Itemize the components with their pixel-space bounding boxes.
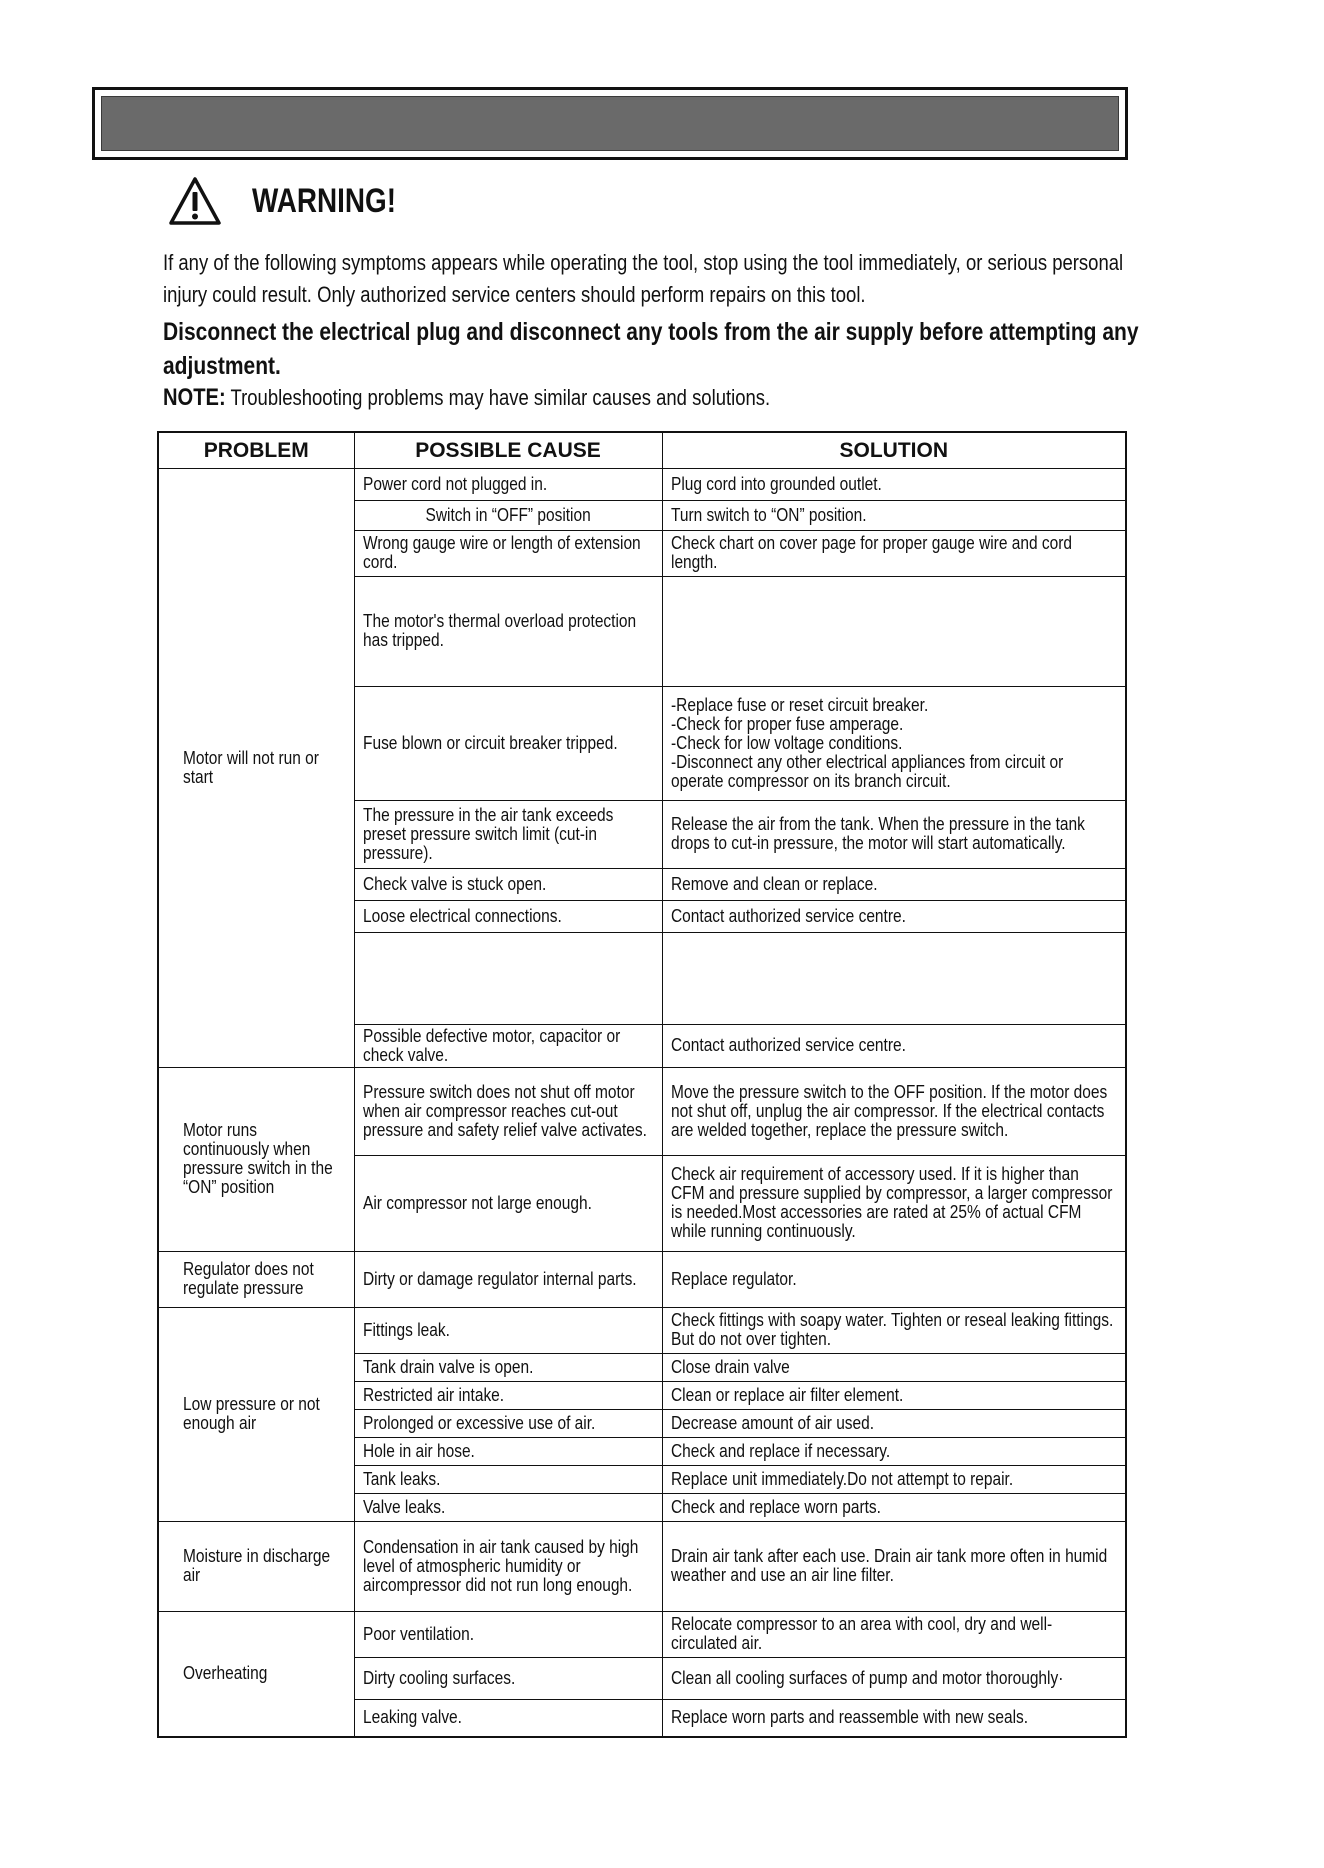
cause-cell (354, 1437, 662, 1465)
solution-text: Replace worn parts and reassemble with new seals. (670, 1707, 1028, 1728)
solution-cell (662, 1657, 1126, 1699)
solution-cell (662, 1024, 1126, 1067)
solution-text: Remove and clean or replace. (670, 873, 878, 894)
cause-text: Fittings leak. (362, 1319, 450, 1340)
solution-text: Clean or replace air filter element. (670, 1384, 903, 1405)
solution-cell (662, 1409, 1126, 1437)
solution-cell (662, 1155, 1126, 1251)
note-label: NOTE: (163, 384, 226, 411)
table-row (158, 468, 1126, 500)
troubleshooting-table (157, 431, 1127, 1738)
solution-text: Contact authorized service centre. (670, 1035, 906, 1055)
solution-text: Close drain valve (670, 1356, 790, 1377)
cause-cell (354, 1155, 662, 1251)
solution-text: -Replace fuse or reset circuit breaker. -Check for proper fuse amperage. -Check for low voltage conditions. -Disconnect any other electrical appliances from circuit or operate compressor on its branch circuit. (670, 694, 1063, 791)
cause-text: Restricted air intake. (362, 1384, 504, 1405)
problem-text: Low pressure or not enough air (183, 1394, 320, 1433)
problem-cell (158, 468, 354, 1067)
cause-cell (354, 868, 662, 900)
solution-cell (662, 1437, 1126, 1465)
header-possible-cause: POSSIBLE CAUSE (354, 432, 662, 468)
solution-cell (662, 800, 1126, 868)
cause-cell (354, 932, 662, 1024)
cause-text: Tank leaks. (362, 1468, 440, 1489)
cause-text: Tank drain valve is open. (362, 1356, 533, 1377)
cause-cell (354, 1493, 662, 1521)
cause-cell (354, 468, 662, 500)
cause-text: Dirty or damage regulator internal parts. (362, 1268, 637, 1289)
cause-cell (354, 1657, 662, 1699)
cause-cell (354, 1251, 662, 1307)
cause-text: Valve leaks. (362, 1496, 445, 1517)
header-problem: PROBLEM (158, 432, 354, 468)
cause-text: The motor's thermal overload protection has tripped. (362, 611, 636, 650)
solution-cell (662, 530, 1126, 576)
section-title-frame (92, 87, 1128, 160)
cause-text: Possible defective motor, capacitor or check valve. (362, 1025, 620, 1065)
warning-header (168, 170, 428, 232)
cause-cell (354, 1381, 662, 1409)
table-row (158, 1251, 1126, 1307)
problem-text: Motor will not run or start (183, 747, 319, 787)
solution-text: Check fittings with soapy water. Tighten or reseal leaking fittings. But do not over tighten. (670, 1310, 1113, 1349)
cause-text: Power cord not plugged in. (362, 473, 547, 494)
cause-text: Air compressor not large enough. (362, 1192, 592, 1213)
solution-text: Turn switch to “ON” position. (670, 504, 867, 525)
problem-text: Overheating (183, 1663, 268, 1684)
solution-cell (662, 868, 1126, 900)
cause-cell (354, 1465, 662, 1493)
solution-cell (662, 900, 1126, 932)
solution-cell (662, 1611, 1126, 1657)
solution-cell (662, 932, 1126, 1024)
cause-cell (354, 1024, 662, 1067)
solution-text: Check and replace if necessary. (670, 1440, 890, 1461)
problem-cell (158, 1251, 354, 1307)
cause-cell (354, 1307, 662, 1353)
solution-text: Relocate compressor to an area with cool, dry and well-circulated air. (670, 1614, 1052, 1653)
cause-text: Switch in “OFF” position (425, 504, 591, 525)
cause-cell (354, 1409, 662, 1437)
cause-cell (354, 530, 662, 576)
problem-text: Moisture in discharge air (183, 1546, 331, 1585)
solution-text: Clean all cooling surfaces of pump and motor thoroughly· (670, 1667, 1063, 1688)
table-row (158, 1307, 1126, 1353)
solution-text: Move the pressure switch to the OFF position. If the motor does not shut off, unplug the air compressor. If the electrical contacts are welded together, replace the pressure switch. (670, 1081, 1107, 1140)
solution-cell (662, 1381, 1126, 1409)
note-text: Troubleshooting problems may have similar causes and solutions. (230, 385, 771, 410)
solution-text: Drain air tank after each use. Drain air tank more often in humid weather and use an air line filter. (670, 1546, 1107, 1585)
cause-text: Fuse blown or circuit breaker tripped. (362, 732, 618, 753)
solution-cell (662, 500, 1126, 530)
cause-text: Pressure switch does not shut off motor when air compressor reaches cut-out pressure and safety relief valve activates. (362, 1081, 647, 1140)
cause-text: Wrong gauge wire or length of extension cord. (362, 533, 641, 572)
solution-cell (662, 468, 1126, 500)
cause-text: Check valve is stuck open. (362, 873, 546, 894)
solution-text: Check chart on cover page for proper gauge wire and cord length. (670, 533, 1072, 572)
header-solution: SOLUTION (662, 432, 1126, 468)
cause-text: Leaking valve. (362, 1707, 462, 1728)
solution-text: Check air requirement of accessory used. If it is higher than CFM and pressure supplied by compressor, a larger compressor is needed.Most accessories are rated at 25% of actual CFM while running continuously. (670, 1164, 1112, 1241)
cause-cell (354, 576, 662, 686)
solution-text: Check and replace worn parts. (670, 1496, 881, 1517)
cause-cell (354, 1699, 662, 1737)
solution-cell (662, 1465, 1126, 1493)
note (163, 383, 1163, 413)
problem-cell (158, 1611, 354, 1737)
solution-cell (662, 1307, 1126, 1353)
solution-cell (662, 1699, 1126, 1737)
cause-cell (354, 500, 662, 530)
solution-cell (662, 1353, 1126, 1381)
solution-cell (662, 1067, 1126, 1155)
problem-cell (158, 1521, 354, 1611)
warning-text: If any of the following symptoms appears while operating the tool, stop using the tool immediately, or serious personal injury could result. Only authorized service centers should perform repairs on this tool. (163, 250, 1124, 307)
solution-text: Replace unit immediately.Do not attempt to repair. (670, 1468, 1013, 1489)
problem-text: Regulator does not regulate pressure (183, 1259, 314, 1298)
warning-title: WARNING! (252, 181, 397, 220)
cause-text: Prolonged or excessive use of air. (362, 1412, 595, 1433)
cause-cell (354, 900, 662, 932)
table-row (158, 1521, 1126, 1611)
problem-cell (158, 1307, 354, 1521)
warning-triangle-icon (168, 176, 222, 226)
table-row (158, 1067, 1126, 1155)
solution-cell (662, 576, 1126, 686)
table-header-row (158, 432, 1126, 468)
cause-text: The pressure in the air tank exceeds preset pressure switch limit (cut-in pressure). (362, 804, 613, 863)
solution-text: Decrease amount of air used. (670, 1412, 874, 1433)
cause-text: Loose electrical connections. (362, 905, 562, 926)
solution-text: Contact authorized service centre. (670, 905, 906, 926)
problem-cell (158, 1067, 354, 1251)
solution-cell (662, 686, 1126, 800)
disconnect-instruction: Disconnect the electrical plug and disconnect any tools from the air supply before attempting any adjustment. (163, 318, 1139, 380)
cause-text: Poor ventilation. (362, 1623, 474, 1644)
cause-cell (354, 686, 662, 800)
solution-text: Replace regulator. (670, 1268, 797, 1289)
cause-text: Dirty cooling surfaces. (362, 1667, 515, 1688)
cause-cell (354, 1353, 662, 1381)
cause-text: Hole in air hose. (362, 1440, 475, 1461)
cause-text: Condensation in air tank caused by high level of atmospheric humidity or aircompressor did not run long enough. (362, 1536, 638, 1595)
cause-cell (354, 1611, 662, 1657)
cause-cell (354, 1521, 662, 1611)
solution-text: Plug cord into grounded outlet. (670, 473, 882, 494)
solution-cell (662, 1521, 1126, 1611)
solution-cell (662, 1493, 1126, 1521)
section-title-bar (101, 96, 1119, 151)
solution-cell (662, 1251, 1126, 1307)
table-row (158, 1611, 1126, 1657)
problem-text: Motor runs continuously when pressure switch in the “ON” position (183, 1120, 333, 1197)
cause-cell (354, 1067, 662, 1155)
cause-cell (354, 800, 662, 868)
solution-text: Release the air from the tank. When the pressure in the tank drops to cut-in pressure, the motor will start automatically. (670, 814, 1085, 853)
